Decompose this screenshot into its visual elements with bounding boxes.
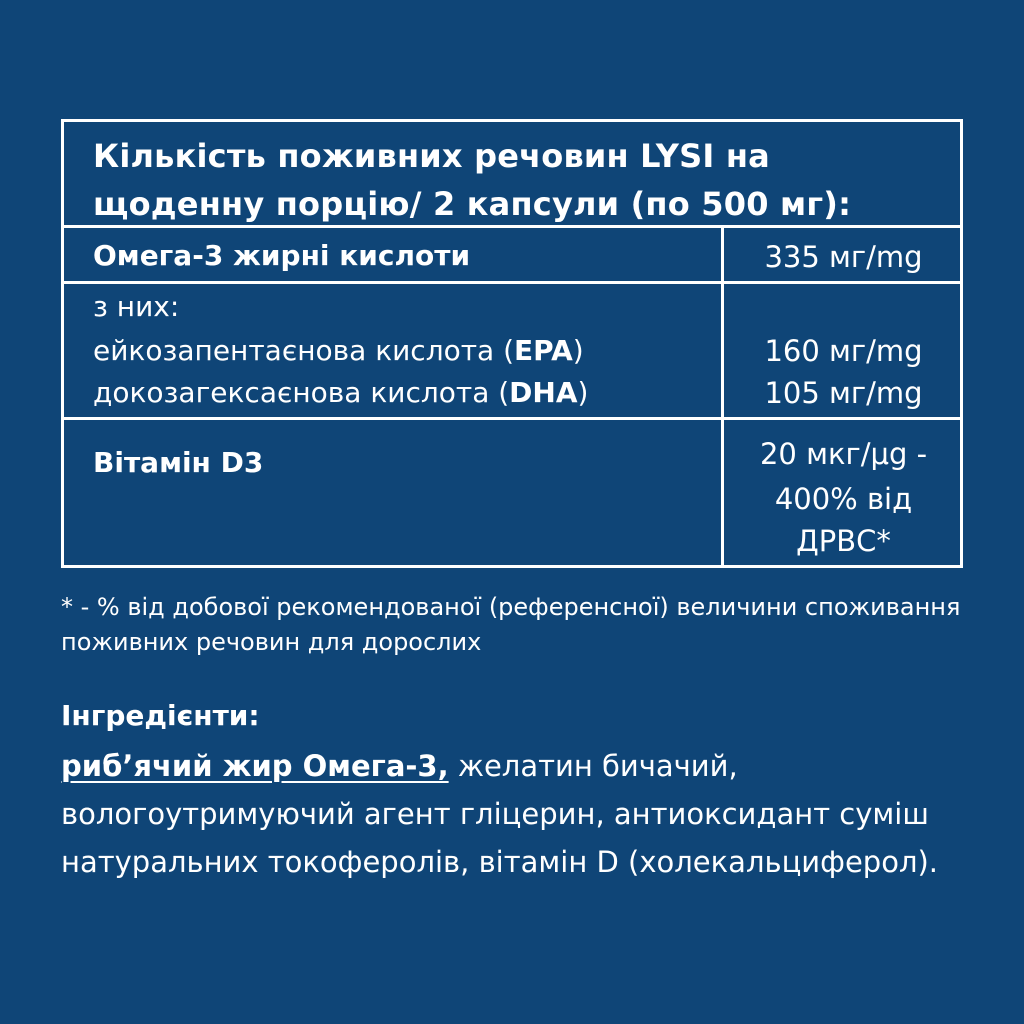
epa-label: ейкозапентаєнова кислота (EPA) — [93, 334, 584, 367]
ingredients-highlight: риб’ячий жир Омега-3, — [61, 749, 449, 783]
omega-label: Омега-3 жирні кислоти — [93, 239, 471, 272]
vitamin-value-line1: 20 мкг/μg - — [759, 437, 928, 471]
dha-label: докозагексаєнова кислота (DHA) — [93, 376, 589, 409]
omega-value: 335 мг/mg — [764, 240, 923, 274]
ingredients-rest: желатин бичачий, вологоутримуючий агент гліцерин, антиоксидант суміш натуральних токоферолів, вітамін D (холекальциферол). — [61, 749, 939, 879]
epa-value: 160 мг/mg — [764, 334, 923, 368]
table-title: Кількість поживних речовин LYSI на щоденну порцію/ 2 капсули (по 500 мг): — [93, 137, 852, 223]
nutrition-table — [61, 119, 963, 568]
dha-abbreviation: DHA — [509, 376, 578, 409]
table-divider — [64, 417, 960, 420]
vitamin-value-line2: 400% від — [774, 482, 913, 516]
ingredients-text — [61, 742, 961, 886]
footnote: * - % від добової рекомендованої (референсної) величини споживання поживних речовин для дорослих — [61, 593, 961, 656]
dha-value: 105 мг/mg — [764, 376, 923, 410]
epa-abbreviation: EPA — [514, 334, 573, 367]
vitamin-label: Вітамін D3 — [93, 446, 264, 479]
vitamin-value-line3: ДРВС* — [796, 524, 891, 558]
table-divider — [64, 281, 960, 284]
ingredients-heading: Інгредієнти: — [61, 699, 260, 732]
table-divider — [64, 225, 960, 228]
breakdown-intro: з них: — [93, 290, 180, 323]
